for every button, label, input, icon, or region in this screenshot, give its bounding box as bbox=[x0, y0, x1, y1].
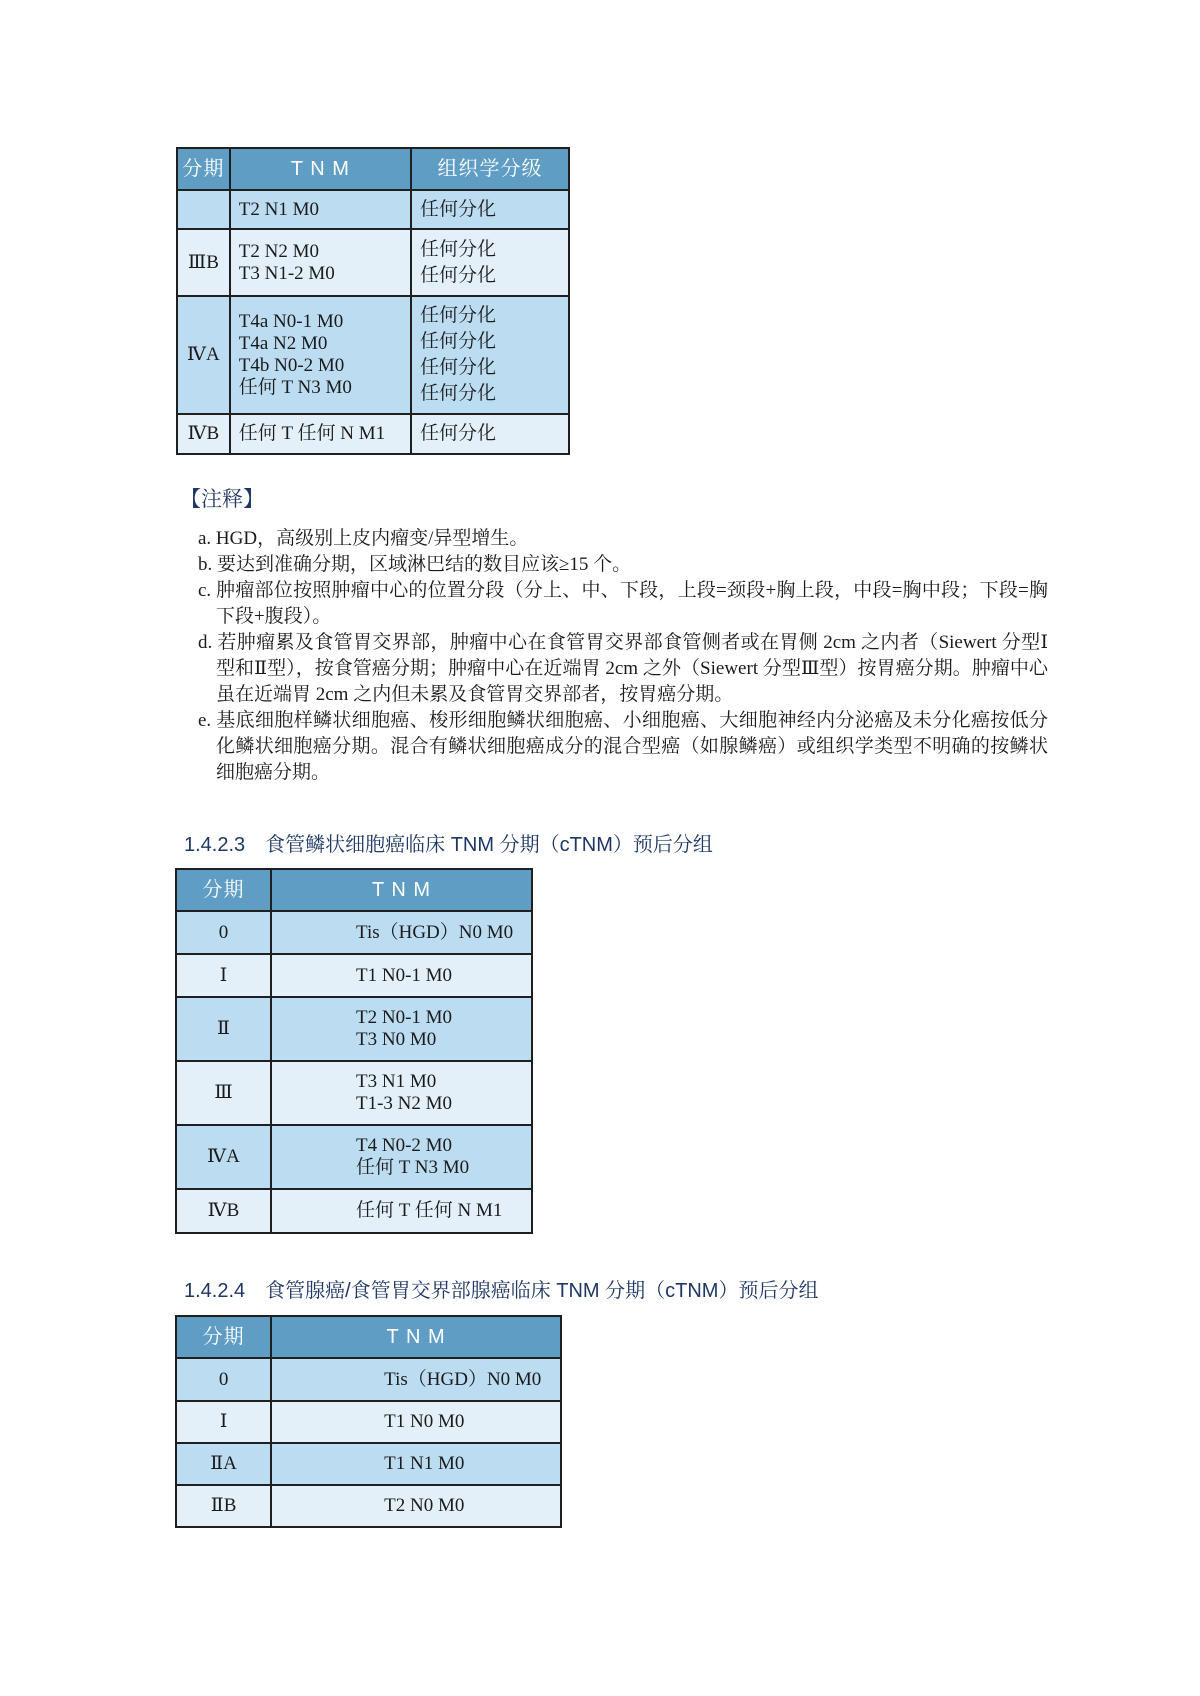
note-a: a. HGD，高级别上皮内瘤变/异型增生。 bbox=[198, 528, 529, 549]
stage-cell: Ⅰ bbox=[176, 954, 271, 997]
table-header-row bbox=[176, 1316, 561, 1358]
stage-cell: ⅣA bbox=[176, 1125, 271, 1189]
table-row bbox=[176, 1485, 561, 1527]
table-row bbox=[177, 414, 569, 454]
tnm-cell: 任何 T 任何 N M1 bbox=[271, 1189, 532, 1233]
stage-cell: Ⅰ bbox=[176, 1401, 271, 1443]
tnm-cell: T1 N0-1 M0 bbox=[271, 954, 532, 997]
tnm-cell: T4a N0-1 M0 T4a N2 M0 T4b N0-2 M0 任何 T N3 M0 bbox=[230, 296, 411, 414]
notes-list bbox=[198, 526, 1048, 786]
table-header-row bbox=[176, 869, 532, 911]
stage-cell: ⅡA bbox=[176, 1443, 271, 1485]
stage-cell: ⅢB bbox=[177, 229, 230, 296]
stage-cell: ⅡB bbox=[176, 1485, 271, 1527]
header-grade: 组织学分级 bbox=[411, 148, 569, 190]
stage-cell: Ⅲ bbox=[176, 1061, 271, 1125]
stage-cell: 0 bbox=[176, 911, 271, 954]
tnm-cell: T3 N1 M0 T1-3 N2 M0 bbox=[271, 1061, 532, 1125]
stage-cell: Ⅱ bbox=[176, 997, 271, 1061]
grade-cell: 任何分化 bbox=[411, 414, 569, 454]
stage-cell: ⅣB bbox=[176, 1189, 271, 1233]
header-stage: 分期 bbox=[176, 1316, 271, 1358]
tnm-cell: 任何 T 任何 N M1 bbox=[230, 414, 411, 454]
tnm-cell: T1 N0 M0 bbox=[271, 1401, 561, 1443]
tnm-cell: T4 N0-2 M0 任何 T N3 M0 bbox=[271, 1125, 532, 1189]
grade-cell: 任何分化 任何分化 bbox=[411, 229, 569, 296]
tnm-cell: Tis（HGD）N0 M0 bbox=[271, 1358, 561, 1401]
tnm-cell: T2 N1 M0 bbox=[230, 190, 411, 229]
header-tnm: T N M bbox=[271, 869, 532, 911]
table-row bbox=[176, 997, 532, 1061]
section-title-squamous: 1.4.2.3 食管鳞状细胞癌临床 TNM 分期（cTNM）预后分组 bbox=[184, 834, 713, 856]
section-title-adenocarcinoma: 1.4.2.4 食管腺癌/食管胃交界部腺癌临床 TNM 分期（cTNM）预后分组 bbox=[184, 1280, 819, 1302]
header-stage: 分期 bbox=[176, 869, 271, 911]
stage-cell: 0 bbox=[176, 1358, 271, 1401]
stage-cell bbox=[177, 190, 230, 229]
staging-table-continued bbox=[176, 147, 570, 455]
tnm-cell: T2 N2 M0 T3 N1-2 M0 bbox=[230, 229, 411, 296]
table-row bbox=[176, 1125, 532, 1189]
squamous-ctnm-table bbox=[175, 868, 533, 1234]
table-row bbox=[176, 1189, 532, 1233]
table-header-row bbox=[177, 148, 569, 190]
table-row bbox=[176, 954, 532, 997]
header-tnm: T N M bbox=[230, 148, 411, 190]
adenocarcinoma-ctnm-table bbox=[175, 1315, 562, 1528]
note-c: c. 肿瘤部位按照肿瘤中心的位置分段（分上、中、下段，上段=颈段+胸上段，中段=胸中段；下段=胸下段+腹段）。 bbox=[198, 580, 1048, 627]
header-stage: 分期 bbox=[177, 148, 230, 190]
notes-title: 【注释】 bbox=[180, 487, 264, 511]
note-b: b. 要达到准确分期，区域淋巴结的数目应该≥15 个。 bbox=[198, 554, 632, 575]
table-row bbox=[177, 190, 569, 229]
note-d: d. 若肿瘤累及食管胃交界部，肿瘤中心在食管胃交界部食管侧者或在胃侧 2cm 之内者（Siewert 分型Ⅰ型和Ⅱ型），按食管癌分期；肿瘤中心在近端胃 2cm 之外（Siewert 分型Ⅲ型）按胃癌分期。肿瘤中心虽在近端胃 2cm 之内但未累及食管胃交界部者，按胃癌分期。 bbox=[198, 632, 1048, 705]
grade-cell: 任何分化 bbox=[411, 190, 569, 229]
table-row bbox=[176, 1401, 561, 1443]
table-row bbox=[176, 1443, 561, 1485]
tnm-cell: T2 N0 M0 bbox=[271, 1485, 561, 1527]
tnm-cell: T1 N1 M0 bbox=[271, 1443, 561, 1485]
header-tnm: T N M bbox=[271, 1316, 561, 1358]
table-row bbox=[177, 296, 569, 414]
note-e: e. 基底细胞样鳞状细胞癌、梭形细胞鳞状细胞癌、小细胞癌、大细胞神经内分泌癌及未分化癌按低分化鳞状细胞癌分期。混合有鳞状细胞癌成分的混合型癌（如腺鳞癌）或组织学类型不明确的按鳞状细胞癌分期。 bbox=[198, 710, 1048, 783]
grade-cell: 任何分化 任何分化 任何分化 任何分化 bbox=[411, 296, 569, 414]
table-row bbox=[176, 911, 532, 954]
table-row bbox=[176, 1061, 532, 1125]
table-row bbox=[176, 1358, 561, 1401]
stage-cell: ⅣB bbox=[177, 414, 230, 454]
table-row bbox=[177, 229, 569, 296]
stage-cell: ⅣA bbox=[177, 296, 230, 414]
tnm-cell: T2 N0-1 M0 T3 N0 M0 bbox=[271, 997, 532, 1061]
tnm-cell: Tis（HGD）N0 M0 bbox=[271, 911, 532, 954]
